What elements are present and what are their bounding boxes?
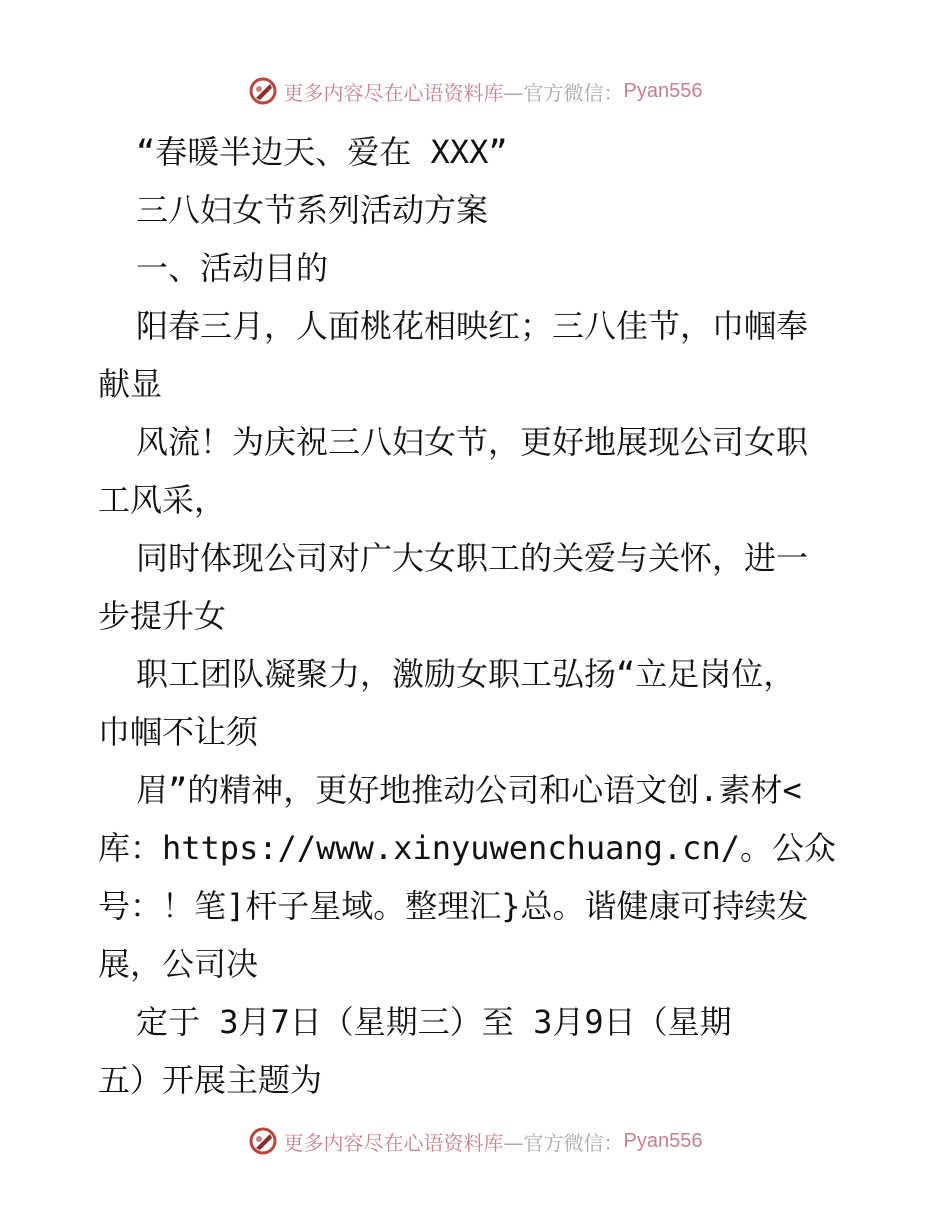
quill-logo-icon (248, 1126, 278, 1156)
paragraph-line: 展，公司决 (98, 945, 259, 983)
paragraph-line: 号：！笔]杆子星域。整理汇}总。谐健康可持续发 (98, 887, 809, 925)
paragraph-line: 库：https://www.xinyuwenchuang.cn/。公众 (98, 829, 836, 867)
banner-separator-text: —官方微信： (503, 80, 624, 105)
footer-watermark-banner (0, 1124, 950, 1158)
section-heading: 一、活动目的 (136, 249, 329, 287)
document-body (98, 123, 858, 1109)
paragraph-line: 同时体现公司对广大女职工的关爱与关怀，进一 (136, 539, 809, 577)
banner-wechat-id: Pyan556 (623, 79, 703, 102)
header-watermark-banner (0, 74, 950, 108)
paragraph-line: 献显 (98, 365, 163, 403)
banner-wechat-id: Pyan556 (623, 1129, 703, 1152)
paragraph-line: 风流！为庆祝三八妇女节，更好地展现公司女职 (136, 423, 809, 461)
paragraph-line: 阳春三月，人面桃花相映红；三八佳节，巾帼奉 (136, 307, 809, 345)
paragraph-line: 定于 3月7日（星期三）至 3月9日（星期 (136, 1003, 732, 1041)
banner-separator-text: —官方微信： (503, 1130, 624, 1155)
paragraph-line: 眉”的精神，更好地推动公司和心语文创.素材< (136, 771, 802, 809)
document-subtitle: 三八妇女节系列活动方案 (136, 191, 489, 229)
quill-logo-icon (248, 76, 278, 106)
document-title: “春暖半边天、爱在 XXX” (136, 133, 508, 171)
banner-prefix-text: 更多内容尽在心语资料库 (283, 80, 504, 105)
paragraph-line: 工风采， (98, 481, 227, 519)
paragraph-line: 巾帼不让须 (98, 713, 259, 751)
paragraph-line: 职工团队凝聚力，激励女职工弘扬“立足岗位， (136, 655, 796, 693)
paragraph-line: 五）开展主题为 (98, 1061, 323, 1099)
paragraph-line: 步提升女 (98, 597, 227, 635)
banner-prefix-text: 更多内容尽在心语资料库 (283, 1130, 504, 1155)
